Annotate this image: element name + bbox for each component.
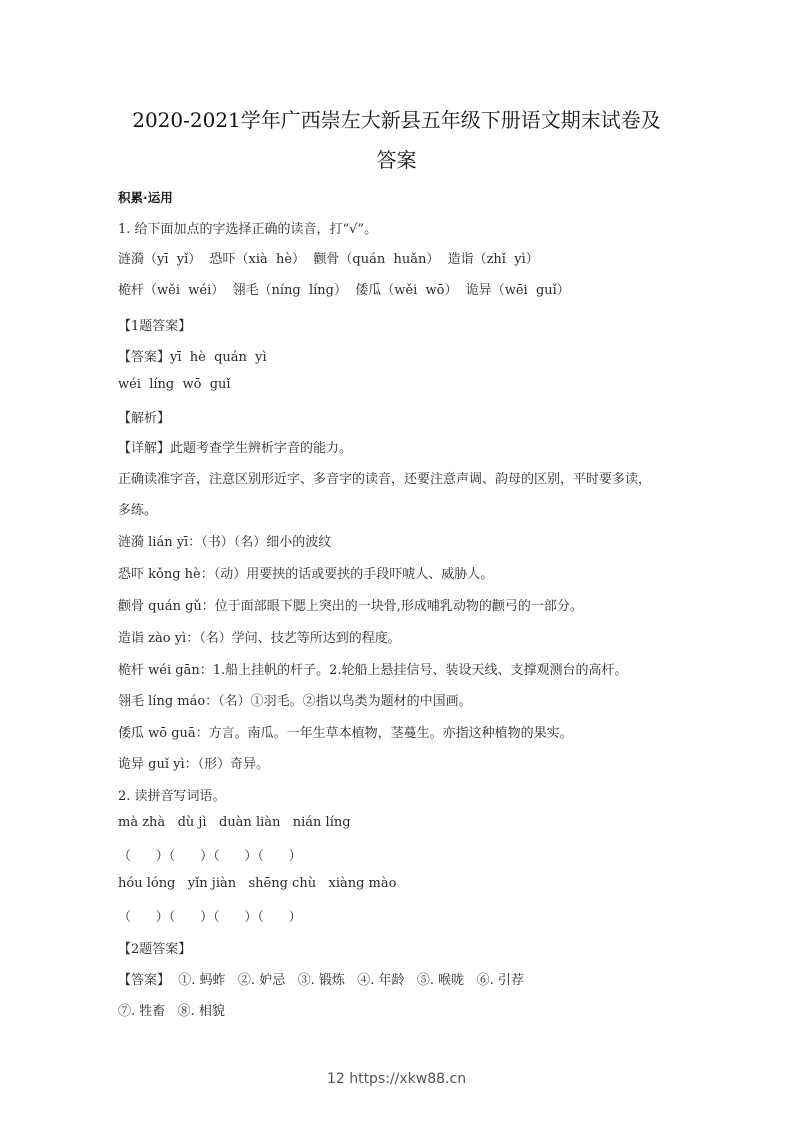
definition-item: 涟漪 lián yī：（书）（名）细小的波纹 bbox=[118, 535, 332, 550]
definition-item: 造诣 zào yì：（名）学问、技艺等所达到的程度。 bbox=[118, 631, 401, 646]
page-footer: 12 https://xkw88.cn bbox=[326, 1071, 467, 1087]
definition-item: 翎毛 líng máo：（名）①羽毛。②指以鸟类为题材的中国画。 bbox=[118, 694, 472, 709]
q2-pinyin-row2: hóu lóng yǐn jiàn shēng chù xiàng mào bbox=[118, 876, 397, 891]
q1-options-row1: 涟漪（yī yǐ） 恐吓（xià hè） 颧骨（quán huǎn） 造诣（zhǐ yì） bbox=[118, 252, 539, 267]
section-heading: 积累·运用 bbox=[118, 190, 173, 205]
q2-prompt: 2. 读拼音写词语。 bbox=[118, 789, 226, 804]
q1-analysis-heading: 【解析】 bbox=[118, 411, 171, 426]
q2-blank-row2: （ ）（ ）（ ）（ ） bbox=[118, 910, 302, 925]
document-title-line2: 答案 bbox=[376, 148, 417, 172]
document-title-line1: 2020-2021学年广西崇左大新县五年级下册语文期末试卷及 bbox=[132, 108, 661, 132]
q2-blank-row1: （ ）（ ）（ ）（ ） bbox=[118, 849, 302, 864]
q1-detail: 【详解】此题考查学生辨析字音的能力。 bbox=[118, 441, 353, 456]
q2-answer-line1: 【答案】 ①. 蚂蚱 ②. 妒忌 ③. 锻炼 ④. 年龄 ⑤. 喉咙 ⑥. 引荐 bbox=[118, 973, 524, 988]
q1-explain-line2: 多练。 bbox=[118, 503, 158, 518]
definition-item: 倭瓜 wō guā：方言。南瓜。一年生草本植物，茎蔓生。亦指这种植物的果实。 bbox=[118, 726, 573, 741]
definition-item: 诡异 guǐ yì：（形）奇异。 bbox=[118, 757, 270, 772]
q1-options-row2: 桅杆（wěi wéi） 翎毛（níng líng） 倭瓜（wěi wō） 诡异（wēi guǐ） bbox=[118, 283, 570, 298]
definition-item: 桅杆 wéi gān：1.船上挂帆的杆子。2.轮船上悬挂信号、装设天线、支撑观测台的高杆。 bbox=[118, 663, 628, 678]
q2-answer-line2: ⑦. 牲畜 ⑧. 相貌 bbox=[118, 1004, 225, 1019]
q1-answer-heading: 【1题答案】 bbox=[118, 319, 192, 334]
q2-pinyin-row1: mà zhà dù jì duàn liàn nián líng bbox=[118, 815, 351, 830]
definition-item: 颧骨 quán gǔ：位于面部眼下腮上突出的一块骨,形成哺乳动物的颧弓的一部分。 bbox=[118, 599, 583, 614]
q1-answer-line1: 【答案】yī hè quán yì bbox=[118, 350, 267, 365]
q1-answer-line2: wéi líng wō guǐ bbox=[118, 377, 231, 392]
definition-item: 恐吓 kǒng hè：（动）用要挟的话或要挟的手段吓唬人、威胁人。 bbox=[118, 567, 494, 582]
q1-explain-line1: 正确读准字音，注意区别形近字、多音字的读音，还要注意声调、韵母的区别，平时要多读， bbox=[118, 472, 652, 487]
q1-prompt: 1. 给下面加点的字选择正确的读音，打“√”。 bbox=[118, 222, 378, 237]
q2-answer-heading: 【2题答案】 bbox=[118, 942, 192, 957]
